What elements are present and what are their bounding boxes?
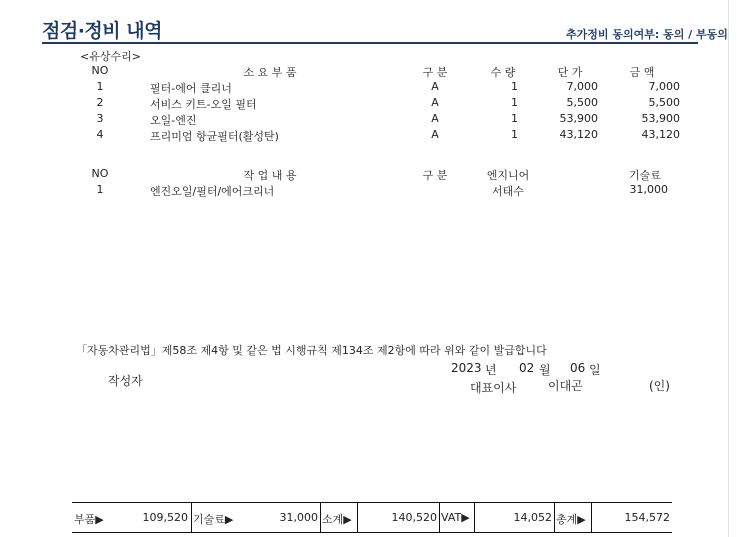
parts-row-qty: 1 xyxy=(511,80,518,93)
parts-row-type: A xyxy=(431,128,439,141)
labor-header-name: 작 업 내 용 xyxy=(243,169,297,182)
legal-statement: 「자동차관리법」제58조 제4항 및 같은 법 시행규칙 제134조 제2항에 따라 위와 같이 발급합니다 xyxy=(76,344,547,357)
summary-divider xyxy=(591,503,592,532)
summary-divider xyxy=(357,503,358,532)
parts-row-type: A xyxy=(431,80,439,93)
parts-row-name: 오일-엔진 xyxy=(150,114,197,127)
issue-year: 2023 xyxy=(451,361,482,375)
labor-row-name: 엔진오일/필터/에어크리너 xyxy=(150,185,275,198)
parts-row-price: 53,900 xyxy=(559,112,598,125)
parts-header-price: 단 가 xyxy=(557,66,583,79)
ceo-label: 대표이사 xyxy=(470,381,517,395)
summary-divider xyxy=(320,503,321,532)
parts-row-no: 3 xyxy=(96,112,104,125)
summary-subtotal-label: 소계▶ xyxy=(322,513,352,526)
parts-row-price: 43,120 xyxy=(559,128,598,141)
issue-month: 02 xyxy=(519,361,535,375)
summary-labor-value: 31,000 xyxy=(279,511,318,524)
summary-total-label: 총계▶ xyxy=(556,513,586,526)
issue-month-unit: 월 xyxy=(539,363,551,377)
parts-row-amount: 5,500 xyxy=(648,96,680,109)
parts-row-qty: 1 xyxy=(511,128,518,141)
labor-row-fee: 31,000 xyxy=(629,183,668,196)
parts-row-qty: 1 xyxy=(511,96,518,109)
summary-vat-value: 14,052 xyxy=(513,511,552,524)
summary-divider xyxy=(474,503,475,532)
labor-header-fee: 기술료 xyxy=(629,169,661,182)
labor-header-no: NO xyxy=(91,167,109,180)
labor-header-type: 구 분 xyxy=(422,169,448,182)
summary-total-value: 154,572 xyxy=(624,511,670,524)
issue-year-unit: 년 xyxy=(485,363,497,377)
parts-header-qty: 수 량 xyxy=(490,66,516,79)
consent-status: 추가정비 동의여부: 동의 / 부동의 xyxy=(566,28,728,41)
parts-row-amount: 53,900 xyxy=(641,112,680,125)
summary-top-rule xyxy=(72,502,672,503)
parts-row-qty: 1 xyxy=(511,112,518,125)
title-underline xyxy=(42,42,698,44)
parts-row-no: 1 xyxy=(96,80,104,93)
writer-label: 작성자 xyxy=(108,374,143,388)
seal-mark: (인) xyxy=(649,379,670,393)
parts-header-no: NO xyxy=(91,64,109,77)
summary-subtotal-value: 140,520 xyxy=(391,511,437,524)
summary-labor-label: 기술료▶ xyxy=(193,513,234,526)
summary-parts-label: 부품▶ xyxy=(74,513,104,526)
parts-row-no: 4 xyxy=(96,128,104,141)
page-edge xyxy=(728,0,729,537)
parts-row-price: 7,000 xyxy=(566,80,598,93)
parts-row-name: 서비스 키트-오일 필터 xyxy=(150,98,257,111)
parts-header-amount: 금 액 xyxy=(629,66,655,79)
labor-header-engineer: 엔지니어 xyxy=(486,169,530,182)
parts-header-type: 구 분 xyxy=(422,66,448,79)
summary-divider xyxy=(439,503,440,532)
issue-day-unit: 일 xyxy=(589,363,601,377)
summary-divider xyxy=(554,503,555,532)
parts-row-amount: 43,120 xyxy=(641,128,680,141)
parts-row-name: 필터-에어 클리너 xyxy=(150,82,232,95)
summary-divider xyxy=(191,503,192,532)
summary-bottom-rule xyxy=(72,532,672,533)
parts-header-name: 소 요 부 품 xyxy=(243,66,297,79)
labor-row-no: 1 xyxy=(96,183,104,196)
parts-row-type: A xyxy=(431,112,439,125)
labor-row-engineer: 서태수 xyxy=(492,185,524,198)
parts-row-price: 5,500 xyxy=(566,96,598,109)
page-title: 점검·정비 내역 xyxy=(42,20,162,42)
parts-row-no: 2 xyxy=(96,96,104,109)
parts-row-name: 프리미엄 항균필터(활성탄) xyxy=(150,130,279,143)
summary-vat-label: VAT▶ xyxy=(441,511,470,524)
issue-day: 06 xyxy=(570,361,586,375)
parts-row-amount: 7,000 xyxy=(648,80,680,93)
ceo-name: 이대곤 xyxy=(548,379,583,393)
parts-row-type: A xyxy=(431,96,439,109)
summary-parts-value: 109,520 xyxy=(142,511,188,524)
parts-section-label: <유상수리> xyxy=(80,50,141,63)
